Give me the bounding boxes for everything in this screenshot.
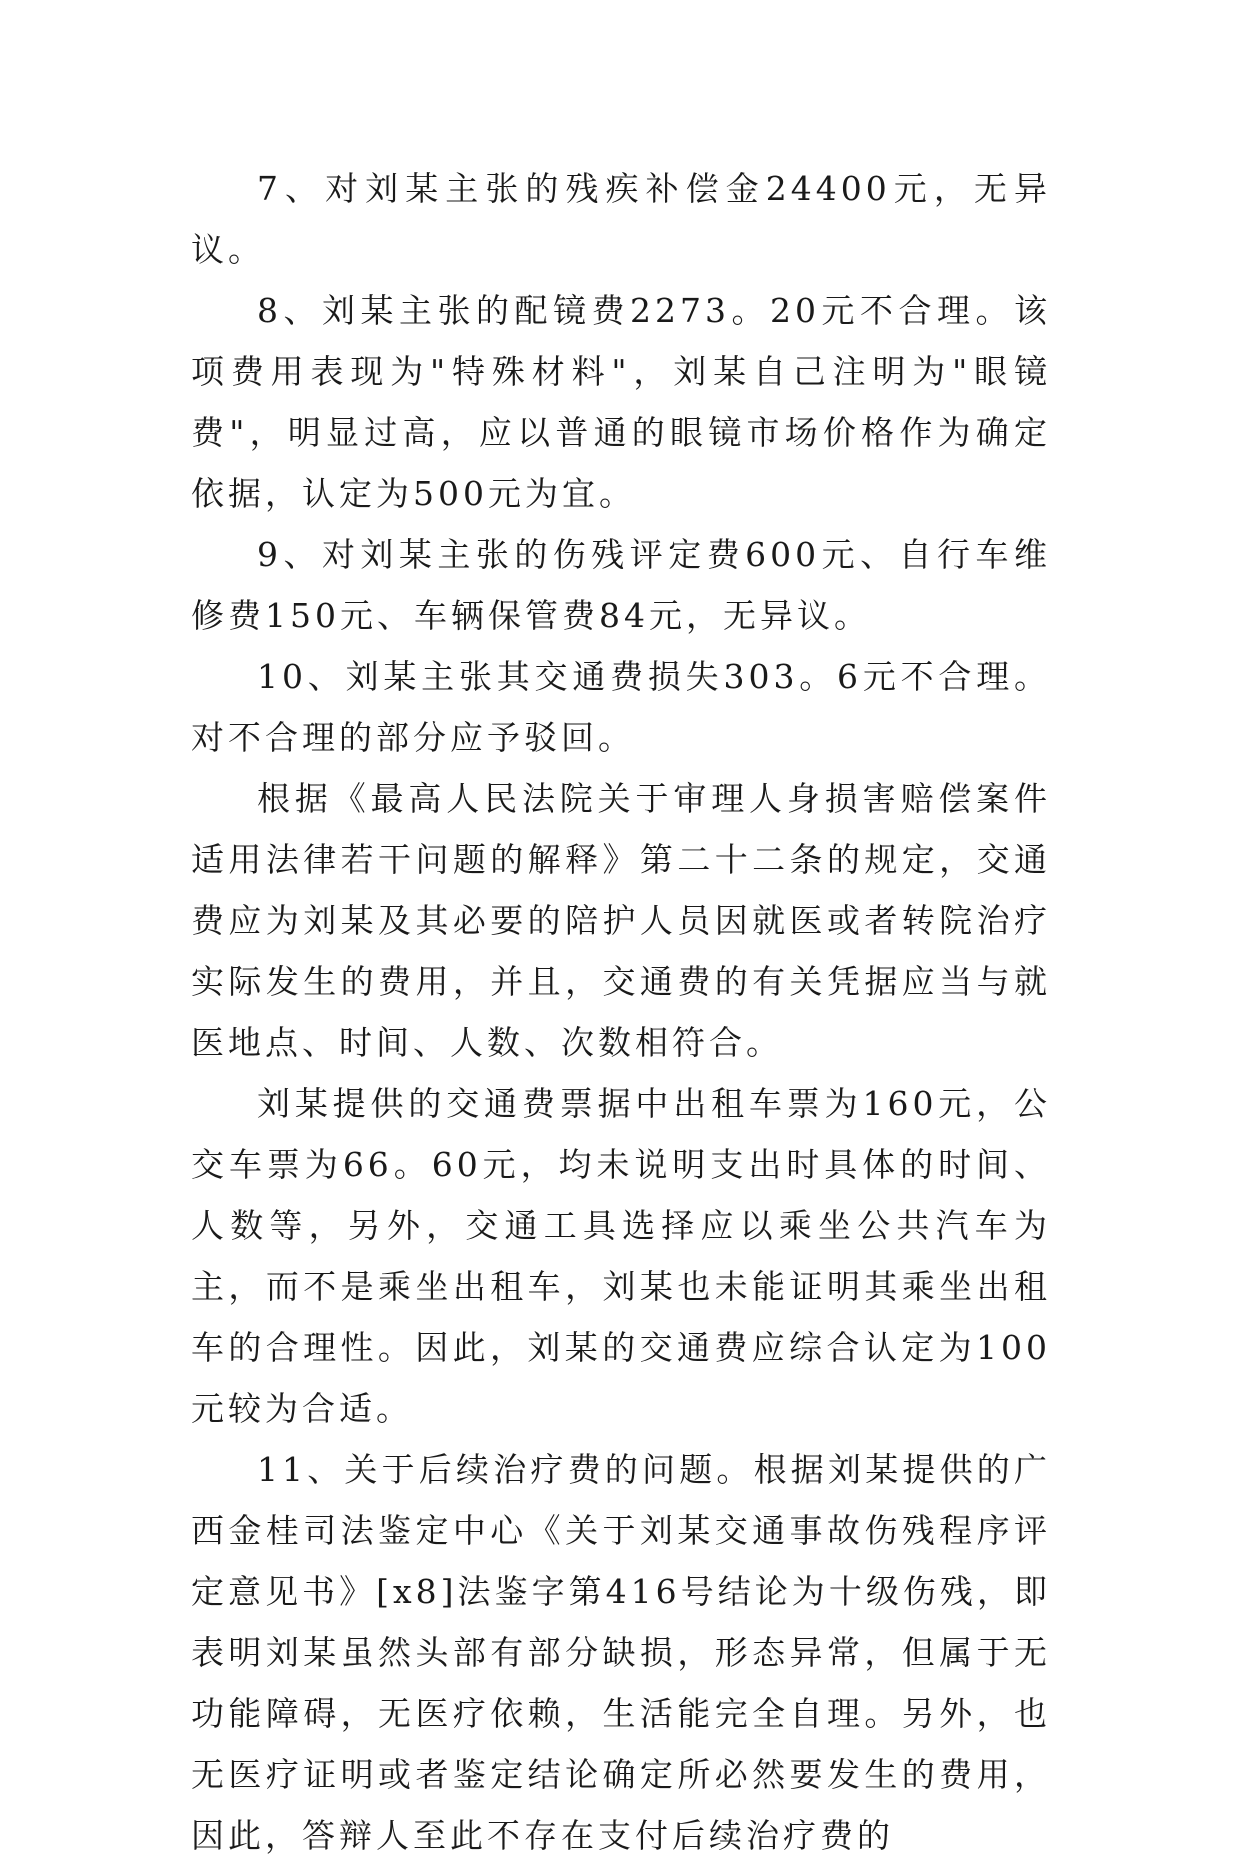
- paragraph-item-8: 8、刘某主张的配镜费2273。20元不合理。该项费用表现为"特殊材料"，刘某自己注明为"眼镜费"，明显过高，应以普通的眼镜市场价格作为确定依据，认定为500元为宜。: [191, 291, 1051, 513]
- paragraph-item-11: 11、关于后续治疗费的问题。根据刘某提供的广西金桂司法鉴定中心《关于刘某交通事故伤残程序评定意见书》[x8]法鉴字第416号结论为十级伤残，即表明刘某虽然头部有部分缺损，形态异常，但属于无功能障碍，无医疗依赖，生活能完全自理。另外，也无医疗证明或者鉴定结论确定所必然要发生的费用，因此，答辩人至此不存在支付后续治疗费的: [191, 1450, 1051, 1855]
- paragraph-item-10: 10、刘某主张其交通费损失303。6元不合理。对不合理的部分应予驳回。: [191, 657, 1051, 757]
- paragraph-item-9: 9、对刘某主张的伤残评定费600元、自行车维修费150元、车辆保管费84元，无异议。: [191, 535, 1051, 635]
- document-body: [191, 158, 1051, 1866]
- paragraph-legal-basis: 根据《最高人民法院关于审理人身损害赔偿案件适用法律若干问题的解释》第二十二条的规定，交通费应为刘某及其必要的陪护人员因就医或者转院治疗实际发生的费用，并且，交通费的有关凭据应当与就医地点、时间、人数、次数相符合。: [191, 779, 1051, 1062]
- paragraph-transport-receipts: 刘某提供的交通费票据中出租车票为160元，公交车票为66。60元，均未说明支出时具体的时间、人数等，另外，交通工具选择应以乘坐公共汽车为主，而不是乘坐出租车，刘某也未能证明其乘坐出租车的合理性。因此，刘某的交通费应综合认定为100元较为合适。: [191, 1084, 1051, 1428]
- paragraph-item-7: 7、对刘某主张的残疾补偿金24400元，无异议。: [191, 169, 1051, 269]
